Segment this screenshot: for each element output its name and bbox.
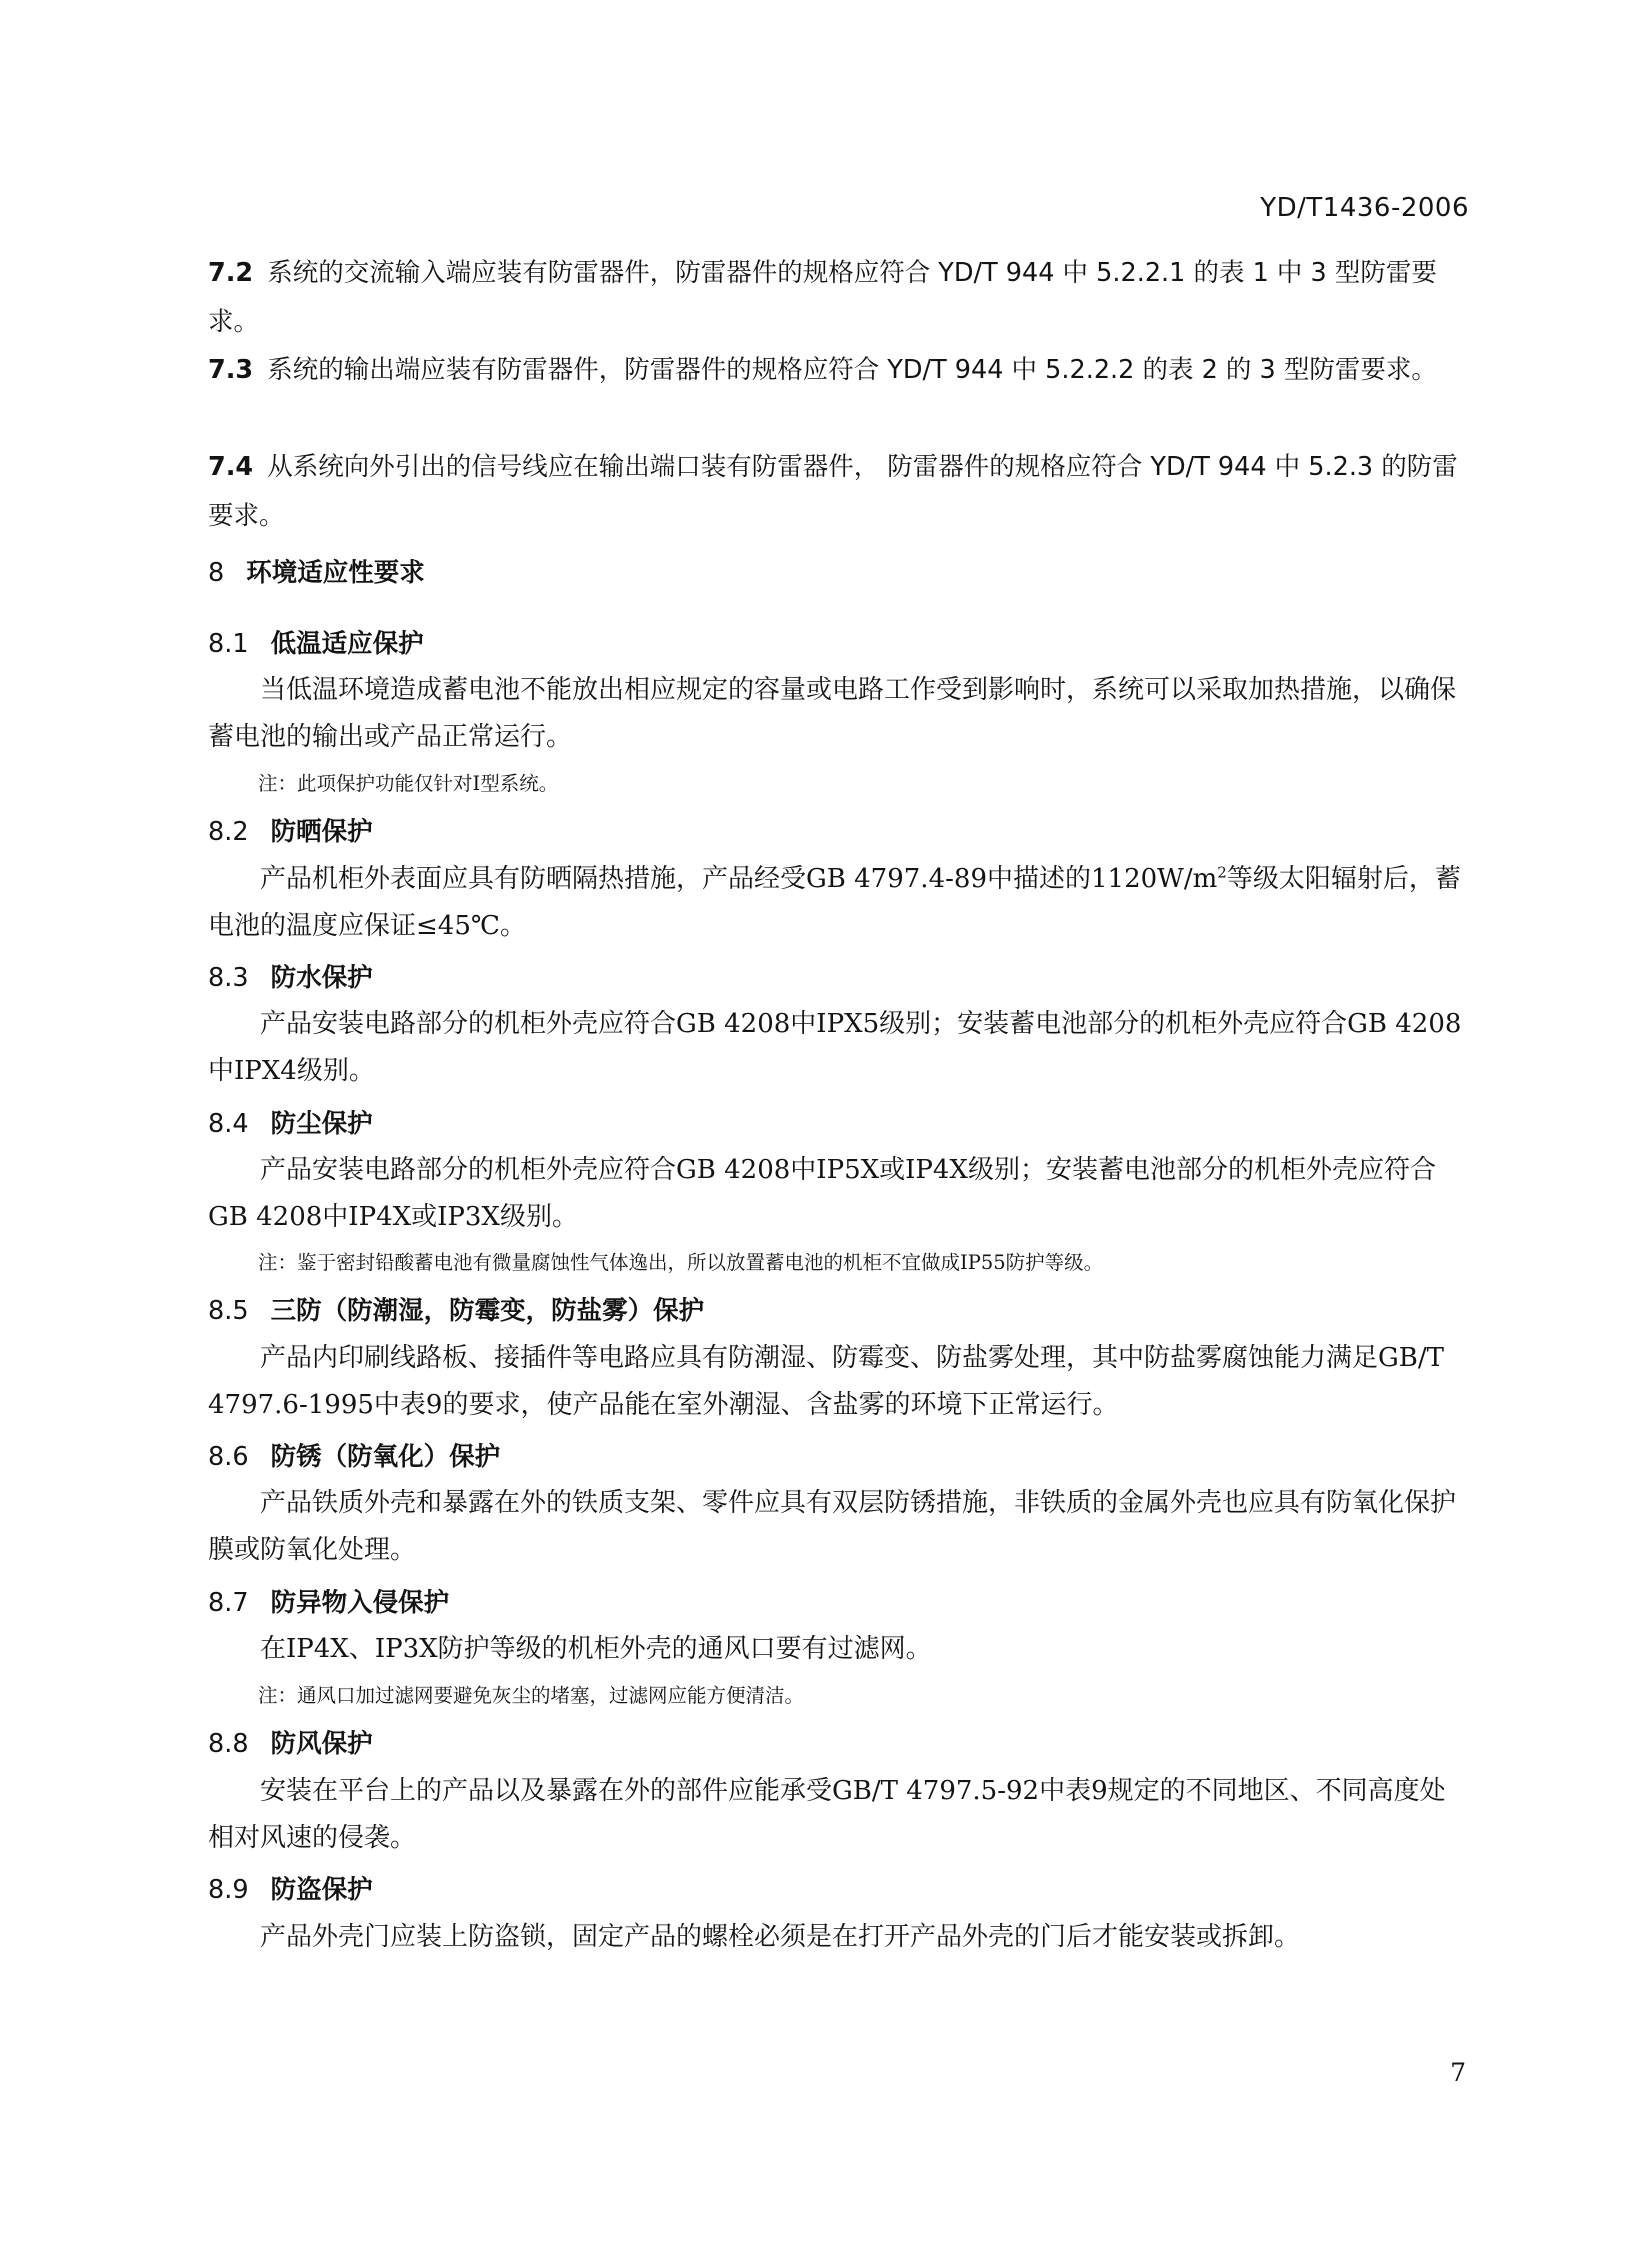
subsection-8-1-heading bbox=[208, 624, 424, 664]
subsection-title: 防尘保护 bbox=[270, 1109, 373, 1139]
subsection-8-5-heading bbox=[208, 1291, 704, 1331]
subsection-8-7-heading bbox=[208, 1583, 449, 1623]
clause-7-2 bbox=[208, 249, 1468, 347]
subsection-number: 8.3 bbox=[208, 963, 249, 993]
subsection-8-6-heading bbox=[208, 1437, 500, 1477]
subsection-8-7-note: 注：通风口加过滤网要避免灰尘的堵塞，过滤网应能方便清洁。 bbox=[258, 1684, 805, 1707]
subsection-title: 防风保护 bbox=[270, 1729, 373, 1759]
subsection-8-4-note: 注：鉴于密封铅酸蓄电池有微量腐蚀性气体逸出，所以放置蓄电池的机柜不宜做成IP55防护等级。 bbox=[258, 1251, 1104, 1274]
subsection-number: 8.1 bbox=[208, 629, 249, 659]
subsection-number: 8.2 bbox=[208, 817, 249, 847]
page-number: 7 bbox=[1450, 2058, 1466, 2087]
subsection-number: 8.5 bbox=[208, 1296, 249, 1326]
subsection-title: 三防（防潮湿，防霉变，防盐雾）保护 bbox=[270, 1296, 705, 1326]
subsection-8-1-note: 注：此项保护功能仅针对I型系统。 bbox=[258, 772, 559, 795]
clause-text: 系统的输出端应装有防雷器件，防雷器件的规格应符合 YD/T 944 中 5.2.2.2 的表 2 的 3 型防雷要求。 bbox=[267, 355, 1437, 385]
subsection-8-6-body: 产品铁质外壳和暴露在外的铁质支架、零件应具有双层防锈措施，非铁质的金属外壳也应具有防氧化保护膜或防氧化处理。 bbox=[208, 1488, 1457, 1565]
subsection-8-3-body: 产品安装电路部分的机柜外壳应符合GB 4208中IPX5级别；安装蓄电池部分的机柜外壳应符合GB 4208中IPX4级别。 bbox=[208, 1009, 1462, 1086]
subsection-8-5-body: 产品内印刷线路板、接插件等电路应具有防潮湿、防霉变、防盐雾处理，其中防盐雾腐蚀能力满足GB/T 4797.6-1995中表9的要求，使产品能在室外潮湿、含盐雾的环境下正常运行。 bbox=[208, 1343, 1444, 1420]
clause-number: 7.3 bbox=[208, 355, 254, 385]
subsection-8-3-heading bbox=[208, 958, 373, 998]
subsection-number: 8.7 bbox=[208, 1588, 249, 1618]
subsection-8-9-body: 产品外壳门应装上防盗锁，固定产品的螺栓必须是在打开产品外壳的门后才能安装或拆卸。 bbox=[260, 1922, 1301, 1952]
subsection-title: 防水保护 bbox=[270, 963, 373, 993]
clause-number: 7.4 bbox=[208, 452, 254, 482]
subsection-title: 低温适应保护 bbox=[270, 629, 424, 659]
section-number: 8 bbox=[208, 558, 225, 588]
subsection-8-4-heading bbox=[208, 1104, 373, 1144]
subsection-8-1-body: 当低温环境造成蓄电池不能放出相应规定的容量或电路工作受到影响时，系统可以采取加热措施，以确保蓄电池的输出或产品正常运行。 bbox=[208, 675, 1457, 752]
subsection-number: 8.6 bbox=[208, 1442, 249, 1472]
subsection-number: 8.9 bbox=[208, 1875, 249, 1905]
clause-text: 从系统向外引出的信号线应在输出端口装有防雷器件， 防雷器件的规格应符合 YD/T 944 中 5.2.3 的防雷要求。 bbox=[208, 452, 1458, 531]
clause-7-4 bbox=[208, 443, 1468, 541]
subsection-title: 防锈（防氧化）保护 bbox=[270, 1442, 501, 1472]
subsection-8-2-heading bbox=[208, 812, 373, 852]
subsection-8-2-body bbox=[208, 856, 1468, 950]
subsection-title: 防盗保护 bbox=[270, 1875, 373, 1905]
subsection-number: 8.8 bbox=[208, 1729, 249, 1759]
subsection-8-8-body: 安装在平台上的产品以及暴露在外的部件应能承受GB/T 4797.5-92中表9规定的不同地区、不同高度处相对风速的侵袭。 bbox=[208, 1776, 1446, 1853]
clause-number: 7.2 bbox=[208, 258, 254, 288]
subsection-8-4-body: 产品安装电路部分的机柜外壳应符合GB 4208中IP5X或IP4X级别；安装蓄电池部分的机柜外壳应符合GB 4208中IP4X或IP3X级别。 bbox=[208, 1155, 1436, 1232]
document-code: YD/T1436-2006 bbox=[1260, 193, 1469, 223]
subsection-title: 防晒保护 bbox=[270, 817, 373, 847]
subsection-8-9-heading bbox=[208, 1870, 373, 1910]
clause-7-3 bbox=[208, 346, 1468, 395]
subsection-number: 8.4 bbox=[208, 1109, 249, 1139]
subsection-title: 防异物入侵保护 bbox=[270, 1588, 450, 1618]
superscript: 2 bbox=[1217, 863, 1227, 882]
body-text: 等级太阳辐射后，蓄电池的温度应保证≤45℃。 bbox=[208, 864, 1461, 941]
body-text: 产品机柜外表面应具有防晒隔热措施，产品经受GB 4797.4-89中描述的1120W/m bbox=[260, 864, 1218, 894]
section-title: 环境适应性要求 bbox=[246, 558, 425, 588]
subsection-8-7-body: 在IP4X、IP3X防护等级的机柜外壳的通风口要有过滤网。 bbox=[260, 1634, 932, 1664]
section-8-heading bbox=[208, 553, 425, 593]
clause-text: 系统的交流输入端应装有防雷器件，防雷器件的规格应符合 YD/T 944 中 5.2.2.1 的表 1 中 3 型防雷要求。 bbox=[208, 258, 1437, 337]
subsection-8-8-heading bbox=[208, 1724, 373, 1764]
